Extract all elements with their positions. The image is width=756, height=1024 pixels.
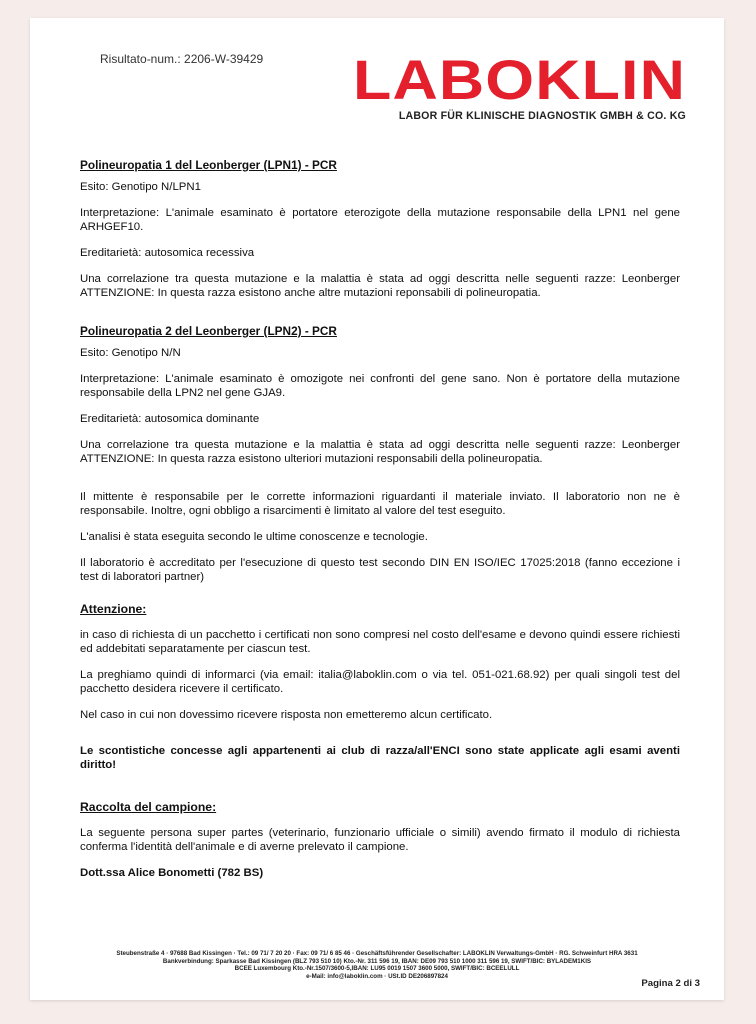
footer-line-3: BCEE Luxembourg Kto.-Nr.1507/3600-5,IBAN: LU95 0019 1507 3600 5000, SWIFT/BIC: BCEELULL xyxy=(234,965,520,973)
report-content xyxy=(80,158,680,892)
lpn2-correlazione: Una correlazione tra questa mutazione e la malattia è stata ad oggi descritta nelle seguenti razze: Leonberger ATTENZIONE: In questa razza esistono ulteriori mutazioni responsabili della polineuropatia. xyxy=(80,439,680,465)
lpn1-correlazione: Una correlazione tra questa mutazione e la malattia è stata ad oggi descritta nelle seguenti razze: Leonberger ATTENZIONE: In questa razza esistono anche altre mutazioni reponsabili di polineuropatia. xyxy=(80,273,680,299)
attenzione-p1: in caso di richiesta di un pacchetto i certificati non sono compresi nel costo dell'esame e devono quindi essere richiesti ed addebitati separatamente per ciascun test. xyxy=(80,629,680,655)
result-number: Risultato-num.: 2206-W-39429 xyxy=(100,52,264,66)
lpn2-ereditarieta: Ereditarietà: autosomica dominante xyxy=(80,413,260,425)
lpn1-ereditarieta: Ereditarietà: autosomica recessiva xyxy=(80,247,255,259)
footer xyxy=(70,950,684,980)
raccolta-person: Dott.ssa Alice Bonometti (782 BS) xyxy=(80,867,264,879)
attenzione-p2: La preghiamo quindi di informarci (via email: italia@laboklin.com o via tel. 051-021.68.92) per quali singoli test del pacchetto desidera ricevere il certificato. xyxy=(80,669,680,695)
lpn2-esito: Esito: Genotipo N/N xyxy=(80,347,181,359)
raccolta-title: Raccolta del campione: xyxy=(80,800,217,814)
page-number: Pagina 2 di 3 xyxy=(641,978,700,989)
attenzione-title: Attenzione: xyxy=(80,602,147,616)
lpn1-esito: Esito: Genotipo N/LPN1 xyxy=(80,181,201,193)
note-analisi: L'analisi è stata eseguita secondo le ultime conoscenze e tecnologie. xyxy=(80,531,428,543)
raccolta-text: La seguente persona super partes (veterinario, funzionario ufficiale o simili) avendo firmato il modulo di richiesta conferma l'identità dell'animale e di averne prelevato il campione. xyxy=(80,827,680,853)
lpn2-interpretazione: Interpretazione: L'animale esaminato è omozigote nei confronti del gene sano. Non è portatore della mutazione responsabile della LPN2 nel gene GJA9. xyxy=(80,373,680,399)
lpn1-interpretazione: Interpretazione: L'animale esaminato è portatore eterozigote della mutazione responsabile della LPN1 nel gene ARHGEF10. xyxy=(80,207,680,233)
document-page xyxy=(30,18,724,1000)
logo-subtitle: LABOR FÜR KLINISCHE DIAGNOSTIK GMBH & CO. KG xyxy=(398,110,686,122)
footer-line-4: e-Mail: info@laboklin.com · USt.ID DE206897824 xyxy=(306,972,448,980)
laboklin-logo xyxy=(353,48,686,122)
footer-line-1: Steubenstraße 4 · 97688 Bad Kissingen · Tel.: 09 71/ 7 20 20 · Fax: 09 71/ 6 85 46 · Geschäftsführender Gesellschafter: LABOKLIN Verwaltungs-GmbH · RG. Schweinfurt HRA 3631 xyxy=(116,950,638,957)
note-accreditato: Il laboratorio è accreditato per l'esecuzione di questo test secondo DIN EN ISO/IEC 17025:2018 (fanno eccezione i test di laboratori partner) xyxy=(80,557,680,583)
attenzione-p3: Nel caso in cui non dovessimo ricevere risposta non emetteremo alcun certificato. xyxy=(80,709,493,721)
logo-wordmark: LABOKLIN xyxy=(353,48,686,111)
note-mittente: Il mittente è responsabile per le corrette informazioni riguardanti il materiale inviato. Il laboratorio non ne è responsabile. Inoltre, ogni obbligo a risarcimenti è limitato al valore del test eseguito. xyxy=(80,491,680,517)
footer-line-2: Bankverbindung: Sparkasse Bad Kissingen (BLZ 793 510 10) Kto.-Nr. 311 596 19, IBAN: DE09 793 510 1000 311 596 19, SWIFT/BIC: BYLADEM1KIS xyxy=(162,957,592,965)
lpn2-title: Polineuropatia 2 del Leonberger (LPN2) - PCR xyxy=(80,324,337,338)
lpn1-title: Polineuropatia 1 del Leonberger (LPN1) - PCR xyxy=(80,158,337,172)
sconti-note: Le scontistiche concesse agli appartenenti ai club di razza/all'ENCI sono state applicate agli esami aventi diritto! xyxy=(80,745,680,771)
